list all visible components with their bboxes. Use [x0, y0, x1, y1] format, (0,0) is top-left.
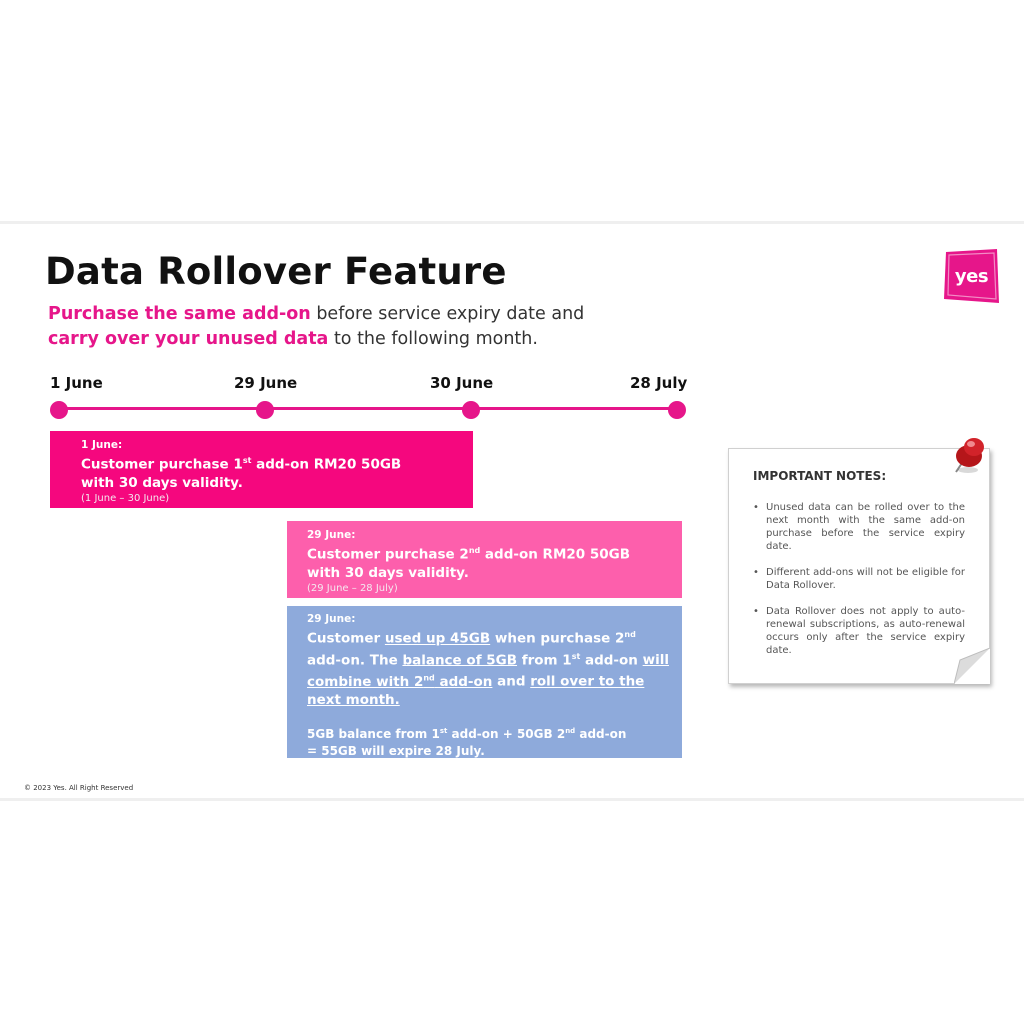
subtitle-text-1: before service expiry date and — [310, 304, 585, 324]
notes-item: • Different add-ons will not be eligible for Data Rollover. — [753, 566, 965, 592]
copyright-footer: © 2023 Yes. All Right Reserved — [24, 784, 134, 792]
notes-title: IMPORTANT NOTES: — [753, 469, 887, 483]
box1-range: (1 June – 30 June) — [81, 492, 170, 504]
notes-item: • Data Rollover does not apply to auto-renewal subscriptions, as auto-renewal occurs only after the service expiry date. — [753, 605, 965, 657]
slide-title: Data Rollover Feature — [45, 250, 507, 293]
box1-date: 1 June: — [81, 439, 123, 451]
timeline-label-3: 30 June — [430, 374, 494, 392]
timeline-dot-3 — [462, 401, 480, 419]
yes-logo — [944, 249, 999, 304]
timeline-label-2: 29 June — [234, 374, 298, 392]
box2-range: (29 June – 28 July) — [307, 582, 398, 594]
notes-list — [753, 501, 965, 657]
box2-line2: with 30 days validity. — [307, 564, 469, 581]
slide — [0, 221, 1024, 801]
subtitle-text-2: to the following month. — [328, 329, 538, 349]
timeline-dot-4 — [668, 401, 686, 419]
logo-text: yes — [954, 266, 989, 287]
timeline-dot-1 — [50, 401, 68, 419]
timeline-label-1: 1 June — [50, 374, 103, 392]
first-addon-box — [50, 431, 473, 508]
subtitle-highlight-1: Purchase the same add-on — [48, 304, 311, 324]
box2-date: 29 June: — [307, 529, 356, 541]
push-pin-icon — [950, 434, 990, 478]
timeline-line — [58, 407, 678, 410]
timeline-dot-2 — [256, 401, 274, 419]
second-addon-box — [287, 521, 682, 598]
box3-date: 29 June: — [307, 613, 356, 625]
notes-item: • Unused data can be rolled over to the next month with the same add-on purchase before the service expiry date. — [753, 501, 965, 553]
box1-line1: Customer purchase 1st add-on RM20 50GB — [81, 456, 402, 473]
important-notes-card — [728, 448, 990, 684]
rollover-explanation-box — [287, 606, 682, 758]
box3-description: Customer used up 45GB when purchase 2nd add-on. The balance of 5GB from 1st add-on will combine with 2nd add-on and roll over to the next month. — [307, 630, 669, 708]
subtitle-highlight-2: carry over your unused data — [48, 329, 329, 349]
box1-line2: with 30 days validity. — [81, 474, 243, 491]
box2-line1: Customer purchase 2nd add-on RM20 50GB — [307, 546, 631, 563]
timeline-label-4: 28 July — [630, 374, 688, 392]
page-curl-icon — [954, 648, 990, 684]
slide-subtitle — [48, 302, 668, 352]
box3-total: 5GB balance from 1st add-on + 50GB 2nd add-on = 55GB will expire 28 July. — [307, 726, 627, 758]
